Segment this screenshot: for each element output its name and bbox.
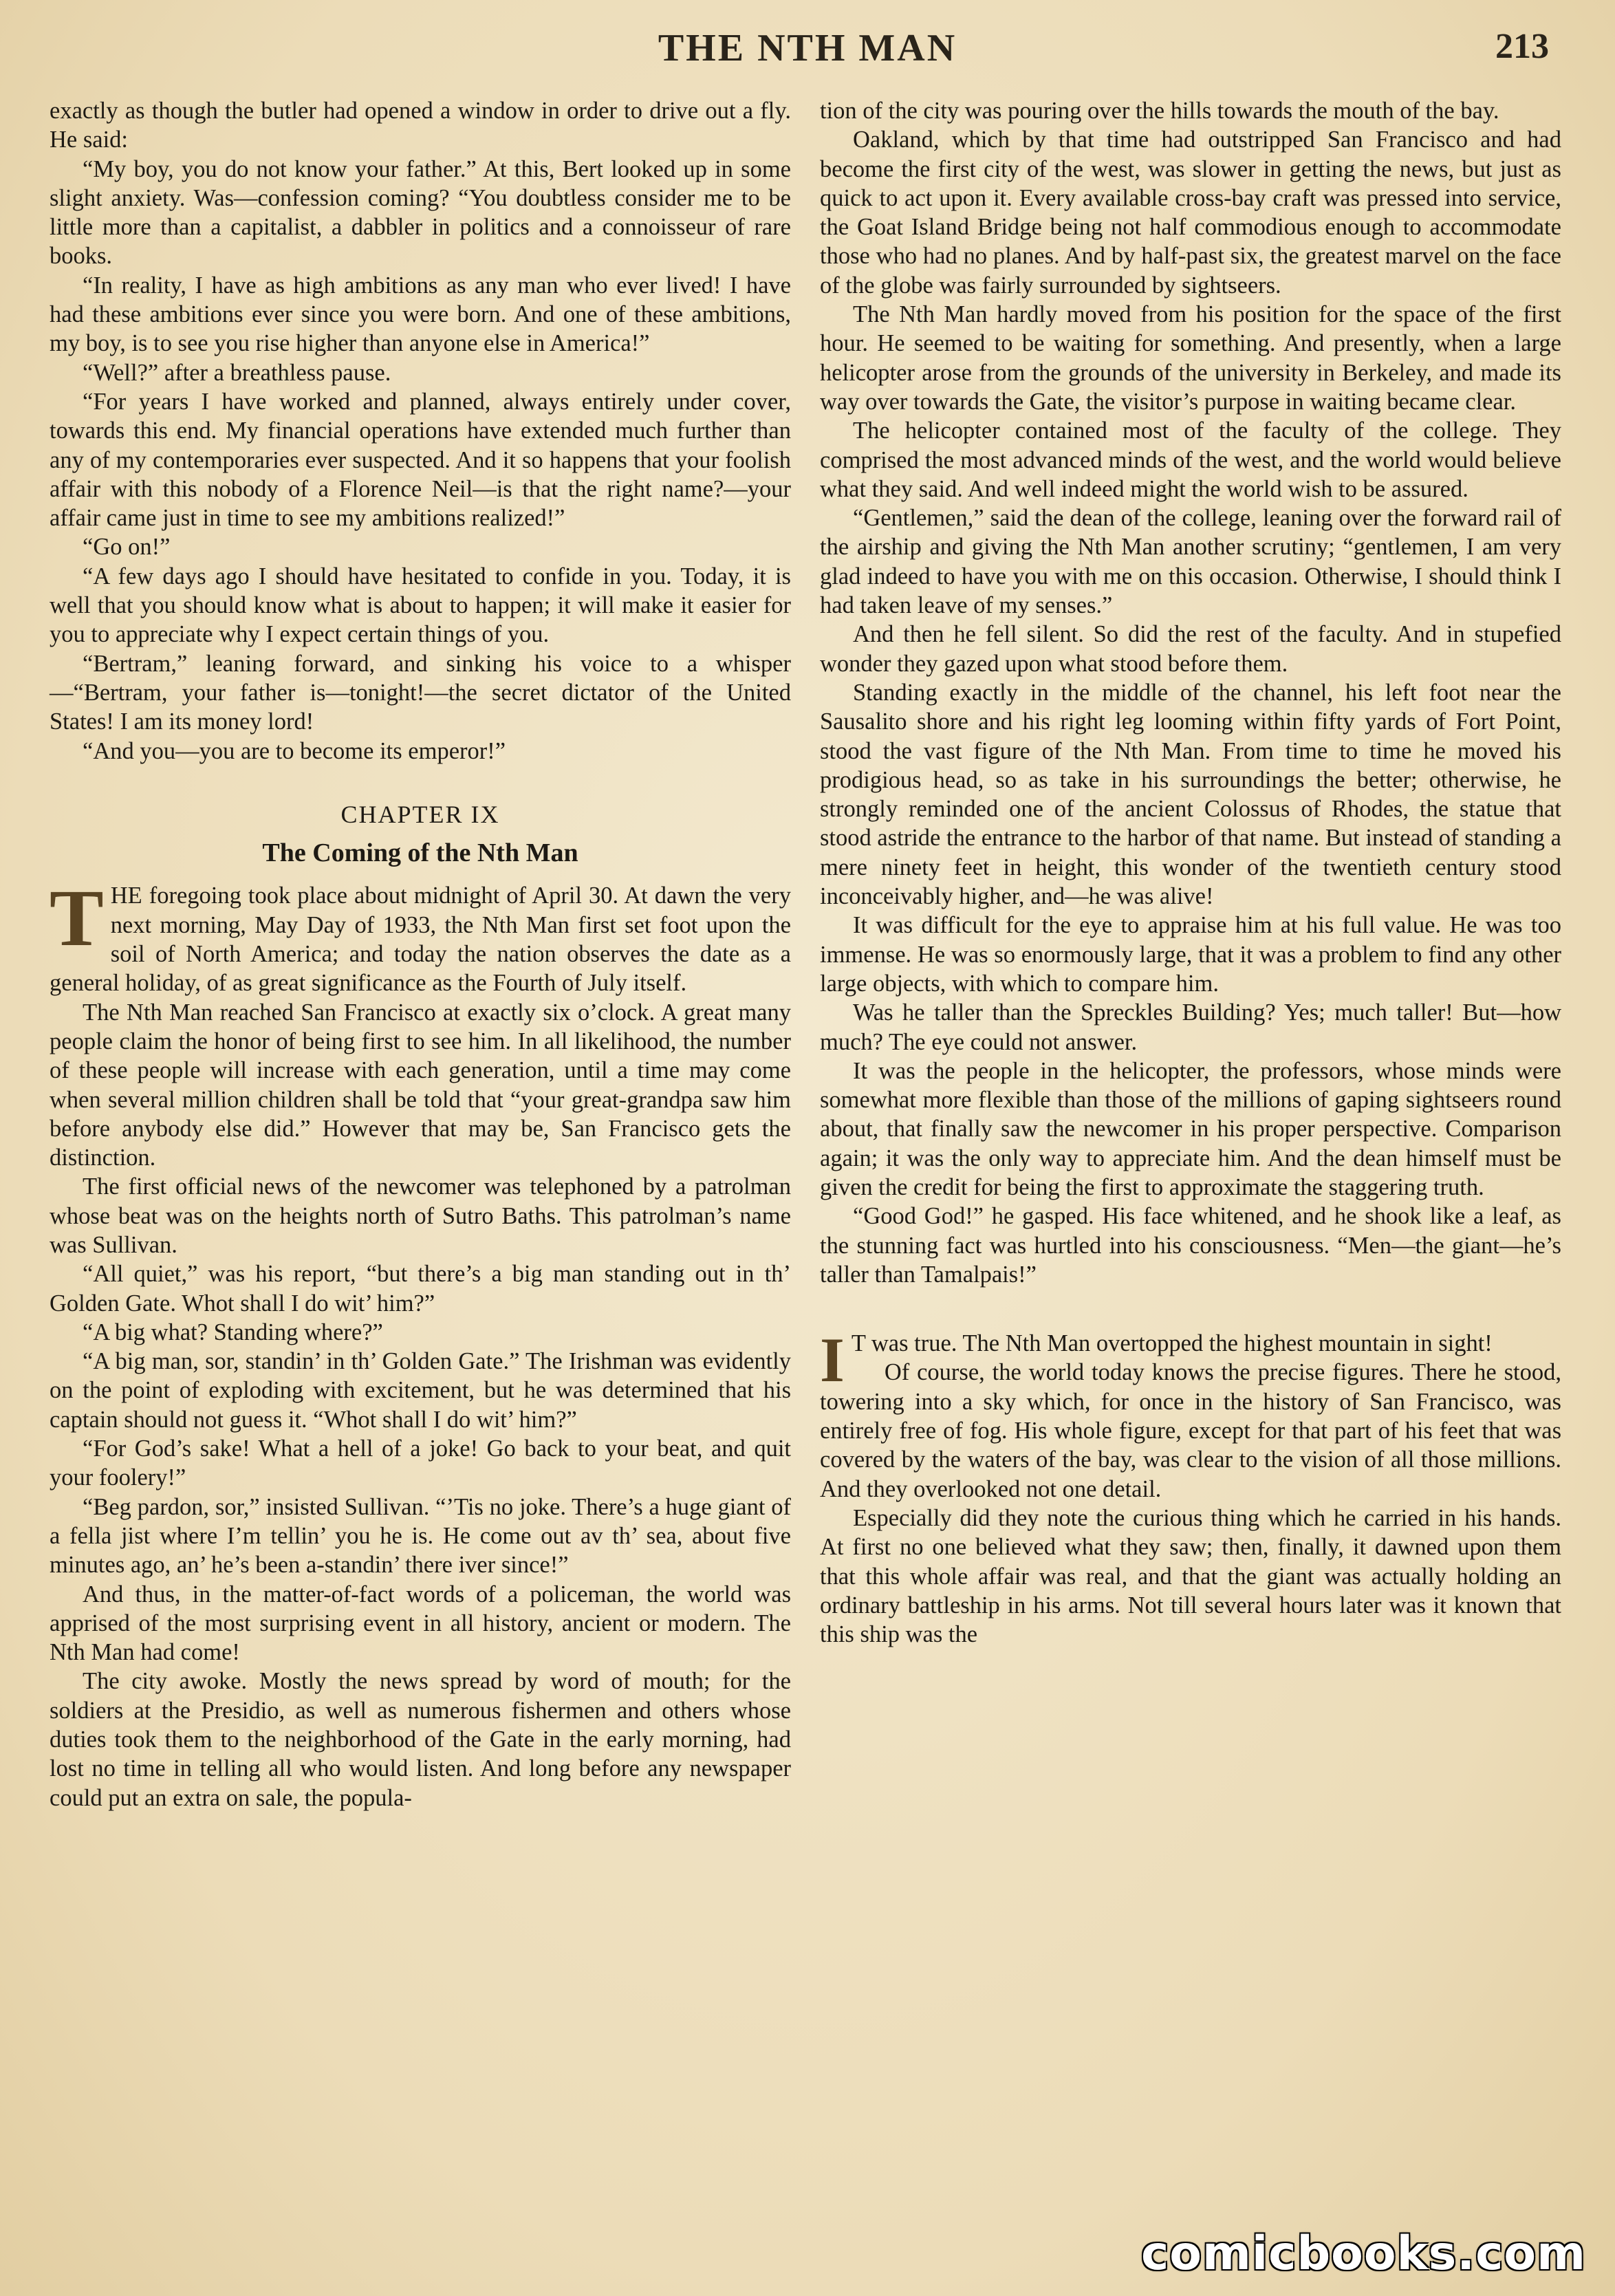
dropcap-paragraph-text: T was true. The Nth Man overtopped the highest mountain in sight! <box>851 1330 1493 1357</box>
paragraph: The city awoke. Mostly the news spread by word of mouth; for the soldiers at the Presidio, as well as numerous fishermen and others whose duties took them to the neighborhood of the Gate in the early morning, had lost no time in telling all who would listen. And long before any newspaper could put an extra on sale, the popula- <box>50 1668 791 1811</box>
page-number: 213 <box>1495 27 1549 66</box>
left-column <box>50 96 791 1812</box>
paragraph: And thus, in the matter-of-fact words of a policeman, the world was apprised of the most surprising event in all history, ancient or modern. The Nth Man had come! <box>50 1581 791 1666</box>
paragraph: “Bertram,” leaning forward, and sinking his voice to a whisper—“Bertram, your father is—tonight!—the secret dictator of the United States! I am its money lord! <box>50 650 791 735</box>
paragraph: “A big what? Standing where?” <box>83 1319 383 1345</box>
paragraph: Of course, the world today knows the precise figures. There he stood, towering into a sky which, for once in the history of San Francisco, was entirely free of fog. His whole figure, except for that part of his feet that was covered by the waters of the bay, was clear to the vision of all those millions. And they overlooked not one detail. <box>820 1359 1561 1502</box>
paragraph: “All quiet,” was his report, “but there’s a big man standing out in th’ Golden Gate. Whot shall I do wit’ him?” <box>50 1261 791 1317</box>
paragraph: “My boy, you do not know your father.” At this, Bert looked up in some slight anxiety. Was—confession coming? “You doubtless consider me to be little more than a capitalist, a dabbler in politics and a connoisseur of rare books. <box>50 155 791 270</box>
paragraph: Especially did they note the curious thing which he carried in his hands. At first no one believed what they saw; then, finally, it dawned upon them that this whole affair was real, and that the giant was actually holding an ordinary battleship in his arms. Not till several hours later was it known that this ship was the <box>820 1504 1561 1648</box>
watermark-logo: comicbooks.com <box>1140 2227 1586 2281</box>
paragraph: And then he fell silent. So did the rest of the faculty. And in stupefied wonder they gazed upon what stood before them. <box>820 621 1561 677</box>
chapter-title: The Coming of the Nth Man <box>262 838 578 868</box>
running-header: THE NTH MAN <box>658 27 957 69</box>
paragraph: Oakland, which by that time had outstripped San Francisco and had become the first city of the west, was slower in getting the news, but just as quick to act upon it. Every available cross-bay craft was pressed into service, the Goat Island Bridge being not half commodious enough to accommodate those who had no planes. And by half-past six, the greatest marvel on the face of the globe was fairly surrounded by sightseers. <box>820 127 1561 299</box>
paragraph: “For God’s sake! What a hell of a joke! Go back to your beat, and quit your foolery!” <box>50 1436 791 1491</box>
right-column <box>820 96 1561 1649</box>
paragraph: “For years I have worked and planned, always entirely under cover, towards this end. My financial operations have extended much further than any of my contemporaries ever suspected. And it so happens that your foolish affair with this nobody of a Florence Neil—is that the right name?—your affair came just in time to see my ambitions realized!” <box>50 388 791 532</box>
paragraph: “Beg pardon, sor,” insisted Sullivan. “’Tis no joke. There’s a huge giant of a fella jist where I’m tellin’ you he is. He come out av th’ sea, about five minutes ago, an’ he’s been a-standin’ there iver since!” <box>50 1493 791 1579</box>
paragraph: The Nth Man reached San Francisco at exactly six o’clock. A great many people claim the honor of being first to see him. In all likelihood, the number of these people will increase with each generation, until a time may come when several million children shall be told that “your great-grandpa saw him before anybody else did.” However that may be, San Francisco gets the distinction. <box>50 999 791 1171</box>
paragraph: tion of the city was pouring over the hills towards the mouth of the bay. <box>820 98 1499 124</box>
dropcap-paragraph <box>820 1325 1561 1396</box>
paragraph: “Well?” after a breathless pause. <box>83 359 391 386</box>
paragraph: Was he taller than the Spreckles Building? Yes; much taller! But—how much? The eye could not answer. <box>820 999 1561 1055</box>
chapter-heading: CHAPTER IX <box>340 800 500 828</box>
paragraph: “A few days ago I should have hesitated to confide in you. Today, it is well that you should know what is about to happen; it will make it easier for you to appreciate why I expect certain things of you. <box>50 563 791 648</box>
paragraph: “In reality, I have as high ambitions as any man who ever lived! I have had these ambitions ever since you were born. And one of these ambitions, my boy, is to see you rise higher than anyone else in America!” <box>50 272 791 357</box>
paragraph: The helicopter contained most of the faculty of the college. They comprised the most advanced minds of the west, and the world would believe what they said. And well indeed might the world wish to be assured. <box>820 418 1561 502</box>
paragraph: “Good God!” he gasped. His face whitened, and he shook like a leaf, as the stunning fact was hurtled into his consciousness. “Men—the giant—he’s taller than Tamalpais!” <box>820 1203 1561 1288</box>
dropcap-letter: T <box>50 873 104 964</box>
paragraph: “Go on!” <box>83 534 171 561</box>
dropcap-letter: I <box>820 1325 845 1396</box>
paragraph: “And you—you are to become its emperor!” <box>83 737 506 764</box>
paragraph: It was the people in the helicopter, the professors, whose minds were somewhat more flexible than those of the millions of gaping sightseers round about, that finally saw the newcomer in his proper perspective. Comparison again; it was the only way to appreciate him. And the dean himself must be given the credit for being the first to approximate the staggering truth. <box>820 1057 1561 1200</box>
paragraph: exactly as though the butler had opened a window in order to drive out a fly. He said: <box>50 98 791 153</box>
paragraph: “Gentlemen,” said the dean of the college, leaning over the forward rail of the airship and giving the Nth Man another scrutiny; “gentlemen, I am very glad indeed to have you with me on this occasion. Otherwise, I should think I had taken leave of my senses.” <box>820 505 1561 619</box>
dropcap-paragraph-text: HE foregoing took place about midnight of April 30. At dawn the very next morning, May Day of 1933, the Nth Man first set foot upon the soil of North America; and today the nation observes the date as a general holiday, of as great significance as the Fourth of July itself. <box>50 882 791 997</box>
paragraph: The Nth Man hardly moved from his position for the space of the first hour. He seemed to be waiting for something. And presently, when a large helicopter arose from the grounds of the university in Berkeley, and made its way over towards the Gate, the visitor’s purpose in waiting became clear. <box>820 301 1561 415</box>
section-break <box>820 1289 1561 1329</box>
dropcap-paragraph <box>50 873 791 997</box>
paragraph: Standing exactly in the middle of the channel, his left foot near the Sausalito shore and his right leg looming within fifty yards of Fort Point, stood the vast figure of the Nth Man. From time to time he moved his prodigious head, so as take in his surroundings the better; otherwise, he strongly reminded one of the ancient Colossus of Rhodes, the statue that stood astride the entrance to the harbor of that name. But instead of standing a mere ninety feet in height, this wonder of the twentieth century stood inconceivably higher, and—he was alive! <box>820 679 1561 910</box>
paragraph: It was difficult for the eye to appraise him at his full value. He was too immense. He was so enormously large, that it was a problem to find any other large objects, with which to compare him. <box>820 912 1561 997</box>
paragraph: “A big man, sor, standin’ in th’ Golden Gate.” The Irishman was evidently on the point of exploding with excitement, but he was determined that his captain should not guess it. “Whot shall I do wit’ him?” <box>50 1348 791 1433</box>
paragraph: The first official news of the newcomer was telephoned by a patrolman whose beat was on the heights north of Sutro Baths. This patrolman’s name was Sullivan. <box>50 1173 791 1258</box>
